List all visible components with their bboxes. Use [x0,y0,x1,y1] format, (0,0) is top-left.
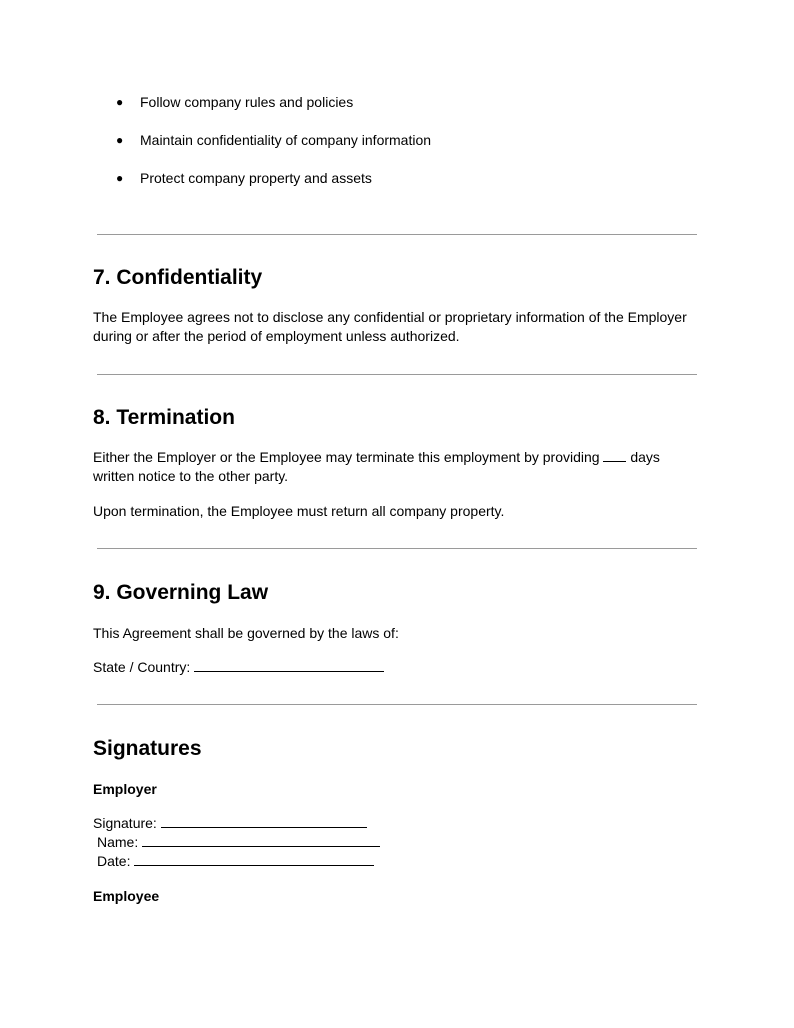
section-divider [97,548,697,549]
termination-line-2: written notice to the other party. [93,468,289,484]
termination-text-after: days [630,449,660,465]
termination-text-before: Either the Employer or the Employee may terminate this employment by providing [93,449,600,465]
governing-law-heading: 9. Governing Law [93,581,269,604]
employer-signature-row [93,814,705,833]
list-item [93,168,431,206]
employer-date-field[interactable] [134,853,374,866]
bullet-icon: ● [116,95,124,109]
list-item-text: Maintain confidentiality of company information [140,132,432,148]
employer-name-field[interactable] [142,834,380,847]
date-label: Date: [97,853,131,869]
confidentiality-paragraph [93,308,705,346]
signatures-heading: Signatures [93,737,202,760]
bullet-icon: ● [116,133,124,147]
termination-line-1 [93,448,705,467]
state-country-label: State / Country: [93,659,191,675]
duties-list [93,92,431,206]
employer-label: Employer [93,781,157,797]
termination-heading: 8. Termination [93,406,235,429]
governing-law-paragraph: This Agreement shall be governed by the laws of: [93,625,399,641]
employee-label: Employee [93,888,160,904]
section-divider [97,374,697,375]
confidentiality-line-1: The Employee agrees not to disclose any confidential or proprietary information of the Employer [93,309,687,325]
state-country-field[interactable] [194,659,384,672]
list-item [93,92,431,130]
employer-date-row [97,852,709,871]
list-item-text: Protect company property and assets [140,170,372,186]
list-item [93,130,431,168]
bullet-icon: ● [116,171,124,185]
notice-days-field[interactable] [603,449,626,462]
state-country-field-row [93,658,705,677]
employer-name-row [97,833,709,852]
termination-paragraph [93,448,705,486]
signature-label: Signature: [93,815,157,831]
termination-paragraph-2: Upon termination, the Employee must return all company property. [93,503,505,519]
section-divider [97,234,697,235]
confidentiality-heading: 7. Confidentiality [93,266,263,289]
name-label: Name: [97,834,139,850]
list-item-text: Follow company rules and policies [140,94,354,110]
confidentiality-line-2: during or after the period of employment unless authorized. [93,328,460,344]
employer-signature-field[interactable] [161,815,367,828]
section-divider [97,704,697,705]
